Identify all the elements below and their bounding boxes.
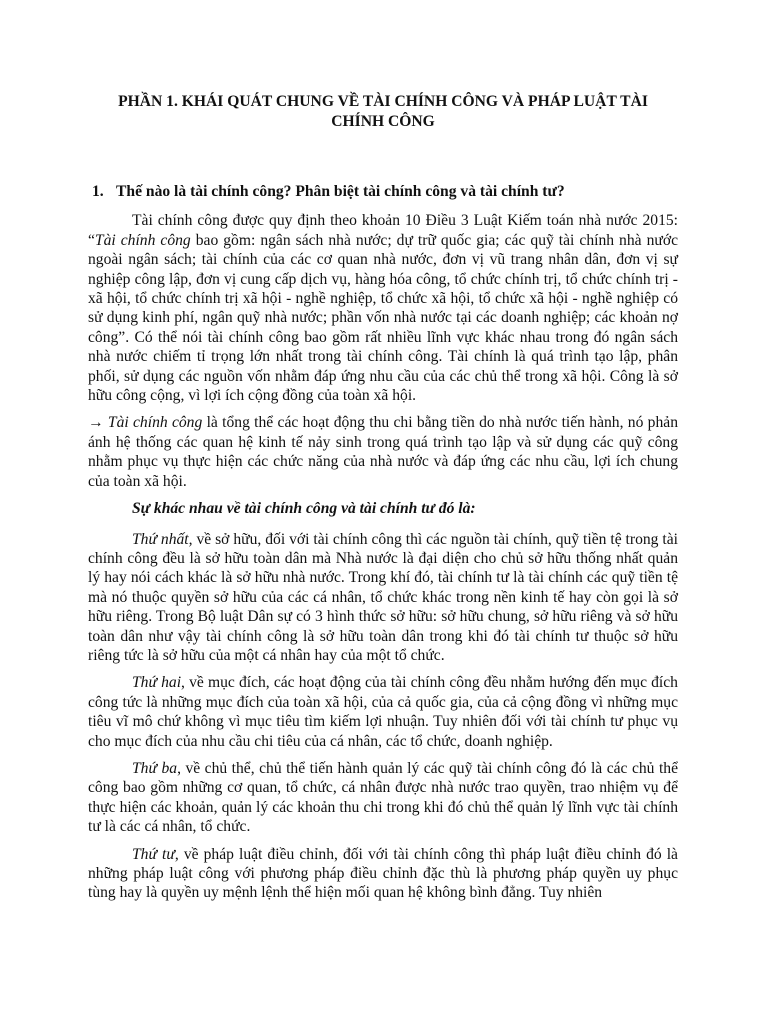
question-text: Thế nào là tài chính công? Phân biệt tài chính công và tài chính tư? bbox=[116, 183, 565, 200]
paragraph-text: về sở hữu, đối với tài chính công thì các nguồn tài chính, quỹ tiền tệ trong tài chính công đều là sở hữu toàn dân mà Nhà nước là đại diện cho chủ sở hữu thống nhất quản lý hay nói cách khác là sở hữu nhà nước. Trong khí đó, tài chính tư là tài chính các quỹ tiền tệ mà nó thuộc quyền sở hữu của các cá nhân, tổ chức khác trong nền kinh tế hay còn gọi là sở hữu riêng. Trong Bộ luật Dân sự có 3 hình thức sở hữu: sở hữu chung, sở hữu riêng và sở hữu toàn dân như vậy tài chính công là sở hữu toàn dân trong khi đó tài chính tư thuộc sở hữu riêng tức là sở hữu của một cá nhân hay của một tổ chức. bbox=[88, 530, 678, 664]
paragraph-summary bbox=[88, 413, 678, 491]
paragraph-lead: Tài chính công được quy định theo khoản 10 Điều 3 Luật Kiếm toán nhà nước 2015: “ bbox=[88, 212, 678, 249]
italic-term: Thứ hai bbox=[132, 674, 182, 692]
paragraph-text: , về pháp luật điều chỉnh, đối với tài chính công thì pháp luật điều chỉnh đó là những pháp luật công với phương pháp điều chỉnh đặc thù là phương pháp quyền uy phục tùng hay là quyền uy mệnh lệnh thể hiện mối quan hệ không bình đẳng. Tuy nhiên bbox=[88, 845, 678, 902]
question-number: 1. bbox=[92, 183, 104, 200]
paragraph-third bbox=[88, 759, 678, 837]
paragraph-text: bao gồm: ngân sách nhà nước; dự trữ quốc gia; các quỹ tài chính nhà nước ngoài ngân sách; tài chính của các cơ quan nhà nước, đơn vị vũ trang nhân dân, đơn vị sự nghiệp công lập, đơn vị cung cấp dịch vụ, hàng hóa công, tổ chức chính trị, tổ chức chính trị - xã hội, tổ chức chính trị xã hội - nghề nghiệp, tổ chức xã hội, tổ chức xã hội - nghề nghiệp có sử dụng kinh phí, ngân quỹ nhà nước; phần vốn nhà nước tại các doanh nghiệp; các khoản nợ công”. Có thể nói tài chính công bao gồm rất nhiều lĩnh vực khác nhau trong đó ngân sách nhà nước chiếm tỉ trọng lớn nhất trong tài chính công. Tài chính là quá trình tạo lập, phân phối, sử dụng các nguồn vốn nhằm đáp ứng nhu cầu của các chủ thể trong xã hội. Công là sở hữu công cộng, vì lợi ích cộng đồng của toàn xã hội. bbox=[88, 231, 679, 405]
italic-term: Tài chính công bbox=[107, 414, 203, 432]
italic-term: Thứ ba bbox=[132, 759, 178, 777]
paragraph-definition bbox=[88, 211, 678, 405]
paragraph-text: , về chủ thể, chủ thể tiến hành quản lý các quỹ tài chính công đó là các chủ thể công bao gồm những cơ quan, tổ chức, cá nhân được nhà nước trao quyền, trao nhiệm vụ để thực hiện các khoản, quản lý các khoản thu chi trong khi đó chủ thể quản lý lĩnh vực tài chính tư là các cá nhân, tổ chức. bbox=[88, 759, 678, 836]
italic-term: Thứ tư bbox=[132, 845, 175, 863]
subheading: Sự khác nhau về tài chính công và tài chính tư đó là: bbox=[132, 500, 476, 518]
document-page bbox=[88, 92, 678, 911]
arrow-symbol: → bbox=[88, 414, 108, 432]
paragraph-fourth bbox=[88, 845, 678, 903]
question-heading bbox=[88, 182, 678, 201]
paragraph-text: là tổng thể các hoạt động thu chi bằng tiền do nhà nước tiến hành, nó phản ánh hệ thống các quan hệ kinh tế nảy sinh trong quá trình tạo lập và sử dụng các quỹ công nhằm phục vụ thực hiện các chức năng của nhà nước và đáp ứng các nhu cầu, lợi ích chung của toàn xã hội. bbox=[88, 414, 678, 490]
paragraph-text: , về mục đích, các hoạt động của tài chính công đều nhằm hướng đến mục đích công tức là những mục đích của toàn xã hội, của cả quốc gia, của cả cộng đồng vì những mục tiêu vĩ mô chứ không vì mục tiêu tìm kiếm lợi nhuận. Tuy nhiên đối với tài chính tư phục vụ cho mục đích của nhu cầu chi tiêu của cá nhân, các tổ chức, doanh nghiệp. bbox=[88, 674, 678, 750]
paragraph-first bbox=[88, 530, 678, 666]
italic-term: Thứ nhất, bbox=[132, 530, 193, 548]
page-title: PHẦN 1. KHÁI QUÁT CHUNG VỀ TÀI CHÍNH CÔNG VÀ PHÁP LUẬT TÀI CHÍNH CÔNG bbox=[118, 93, 648, 130]
italic-term: Tài chính công bbox=[94, 231, 191, 249]
paragraph-second bbox=[88, 673, 678, 751]
